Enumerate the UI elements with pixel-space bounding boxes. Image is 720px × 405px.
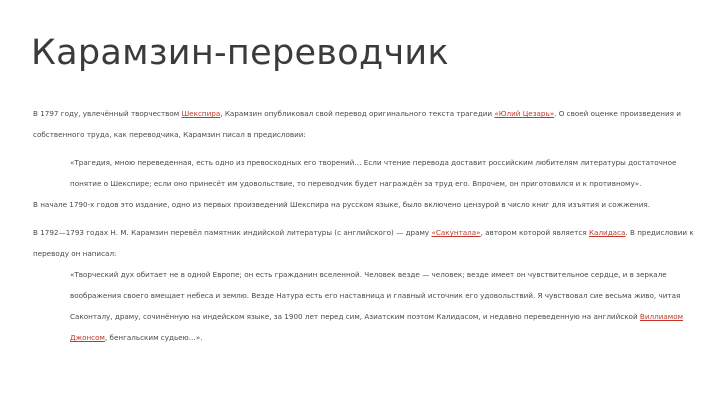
link-julius-caesar[interactable]: «Юлий Цезарь» [494,109,555,118]
text-segment: В 1792—1793 годах Н. М. Карамзин перевёл памятник индийской литературы (с английского) — драму [33,228,432,237]
link-william-jones[interactable]: Виллиамом [639,312,684,321]
text-segment: . О своей оценке произведения и [554,109,681,118]
text-segment: , Карамзин опубликовал свой перевод оригинального текста трагедии [220,109,495,118]
text-segment: , бенгальским судьею…». [104,333,203,342]
quote-line: «Творческий дух обитает не в одной Европе; он есть гражданин вселенной. Человек везде — человек; везде имеет он чувствительное сердце, и в зеркале [70,270,667,279]
paragraph-sakuntala [33,222,694,264]
slide-title: Карамзин-переводчик [31,33,449,73]
link-sakuntala[interactable]: «Сакунтала» [431,228,481,237]
quote-line [70,327,683,348]
paragraph-line: В начале 1790-х годов это издание, одно из первых произведений Шекспира на русском языке, было включено цензурой в число книг для изъятия и сожжения. [33,200,651,209]
quote-line: «Трагедия, мною переведенная, есть одно из превосходных его творений… Если чтение перевода доставит российским любителям литературы достаточное [70,158,677,167]
quote-preface-caesar [70,152,676,194]
paragraph-line: собственного труда, как переводчика, Карамзин писал в предисловии: [33,130,306,139]
link-william-jones-cont[interactable]: Джонсом [70,333,105,342]
quote-line: понятие о Шекспире; если оно принесёт им удовольствие, то переводчик будет награждён за труд его. Впрочем, он приготовился и к противному». [70,179,642,188]
text-segment: . В предисловии к [625,228,694,237]
quote-preface-sakuntala [70,264,683,348]
paragraph-line [33,222,694,243]
paragraph-line [33,103,681,124]
paragraph-intro [33,103,681,145]
text-segment: , автором которой является [480,228,589,237]
quote-line: воображения своего вмещает небеса и землю. Везде Натура есть его наставница и главный источник его удовольствий. Я чувствовал сие весьма живо, читая [70,291,681,300]
text-segment: Саконталу, драму, сочинённую на индейском языке, за 1900 лет перед сим, Азиатским поэтом Калидасом, и недавно переведенную на английской [70,312,640,321]
link-shakespeare[interactable]: Шекспира [181,109,221,118]
paragraph-line: переводу он написал: [33,249,117,258]
paragraph-censorship [33,194,650,215]
text-segment: В 1797 году, увлечённый творчеством [33,109,182,118]
quote-line [70,306,683,327]
link-kalidasa[interactable]: Калидаса [588,228,626,237]
